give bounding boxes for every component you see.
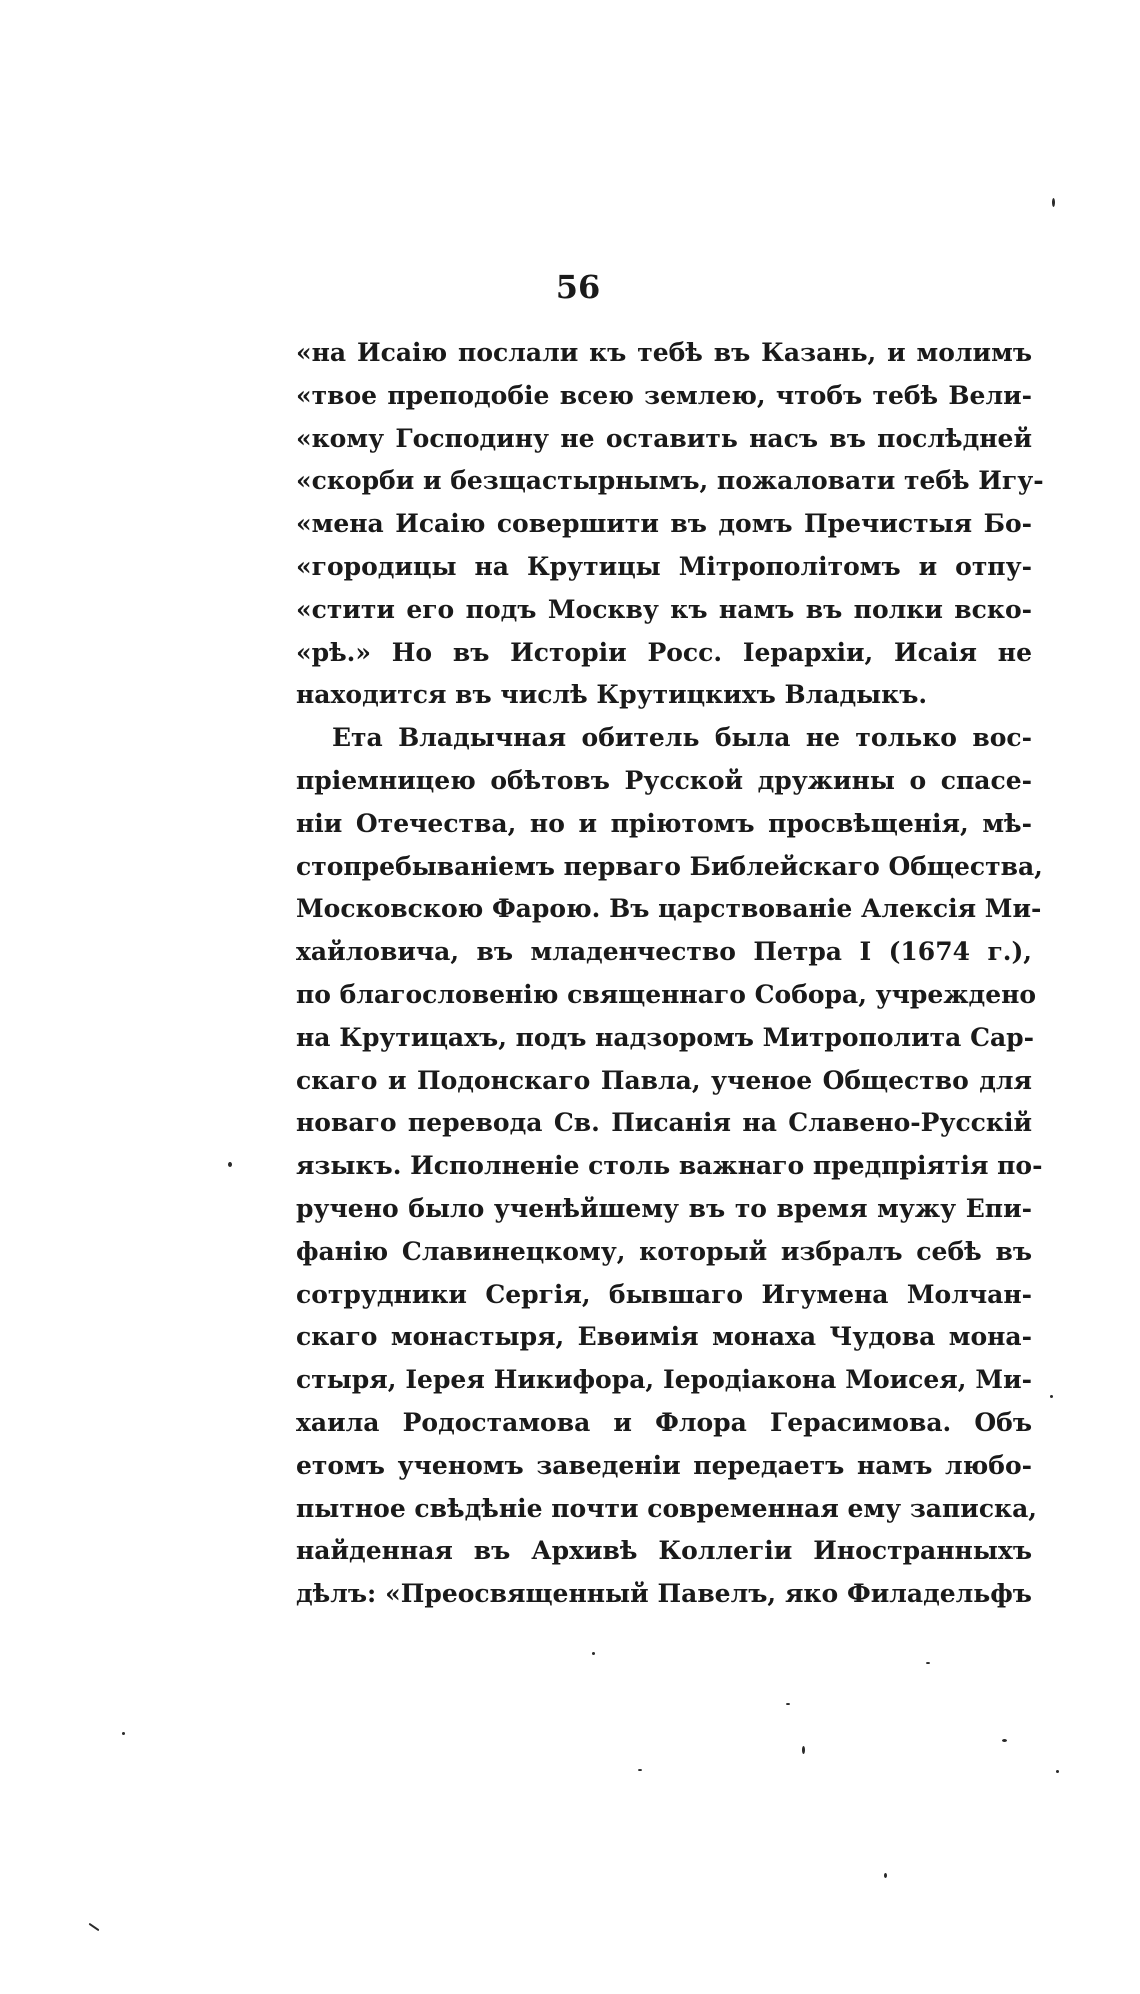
scan-speck	[1056, 1770, 1059, 1773]
scan-speck	[89, 1923, 100, 1932]
text-line: Ета Владычная обитель была не только вос-	[332, 723, 1032, 753]
scan-speck	[884, 1873, 887, 1878]
text-line: на Крутицахъ, подъ надзоромъ Митрополита Сар-	[296, 1022, 1035, 1052]
text-line: пріемницею обѣтовъ Русской дружины о спасе-	[296, 765, 1032, 795]
scan-speck	[1050, 1395, 1053, 1398]
scan-speck	[926, 1662, 930, 1664]
text-line: скаго и Подонскаго Павла, ученое Общество для	[296, 1065, 1032, 1095]
text-line: дѣлъ: «Преосвященный Павелъ, яко Филадельфъ	[296, 1579, 1032, 1609]
scan-speck	[228, 1162, 232, 1167]
text-line: сотрудники Сергія, бывшаго Игумена Молчан-	[296, 1279, 1032, 1309]
body-text	[296, 332, 1044, 1616]
scan-speck	[1052, 198, 1055, 207]
text-line: «кому Господину не оставить насъ въ послѣдней	[296, 423, 1032, 453]
text-line: новаго перевода Св. Писанія на Славено-Русскій	[296, 1108, 1032, 1138]
scan-speck	[1002, 1739, 1007, 1742]
paragraph-2	[296, 717, 1043, 1616]
scan-speck	[638, 1769, 642, 1771]
scan-speck	[592, 1652, 595, 1655]
text-line: «рѣ.» Но въ Исторіи Росс. Іерархіи, Исаія не	[296, 637, 1032, 667]
scan-speck	[802, 1746, 805, 1754]
text-line: «скорби и безщастырнымъ, пожаловати тебѣ Игу-	[296, 466, 1044, 496]
paragraph-1	[296, 332, 1044, 717]
text-line: скаго монастыря, Евѳимія монаха Чудова мона-	[296, 1322, 1032, 1352]
text-line: етомъ ученомъ заведеніи передаетъ намъ любо-	[296, 1450, 1032, 1480]
text-line: пытное свѣдѣніе почти современная ему записка,	[296, 1493, 1038, 1523]
text-line: ніи Отечества, но и пріютомъ просвѣщенія, мѣ-	[296, 808, 1032, 838]
text-line: стыря, Іерея Никифора, Іеродіакона Моисея, Ми-	[296, 1365, 1032, 1395]
text-line: языкъ. Исполненіе столь важнаго предпріятія по-	[296, 1151, 1043, 1181]
text-line: находится въ числѣ Крутицкихъ Владыкъ.	[296, 680, 928, 710]
scan-speck	[786, 1703, 790, 1705]
text-line: хайловича, въ младенчество Петра I (1674 г.),	[296, 937, 1032, 967]
text-line: «твое преподобіе всею землею, чтобъ тебѣ Вели-	[296, 380, 1032, 410]
text-line: ручено было ученѣйшему въ то время мужу Епи-	[296, 1193, 1032, 1223]
text-line: найденная въ Архивѣ Коллегіи Иностранныхъ	[296, 1536, 1032, 1566]
text-line: «стити его подъ Москву къ намъ въ полки вско-	[296, 594, 1032, 624]
text-line: «на Исаію послали къ тебѣ въ Казань, и молимъ	[296, 338, 1032, 367]
text-line: по благословенію священнаго Собора, учреждено	[296, 979, 1037, 1009]
text-line: стопребываніемъ перваго Библейскаго Общества,	[296, 851, 1043, 881]
text-line: хаила Родостамова и Флора Герасимова. Объ	[296, 1407, 1032, 1437]
text-line: фанію Славинецкому, который избралъ себѣ въ	[296, 1236, 1032, 1266]
page-number: 56	[555, 268, 601, 306]
text-line: Московскою Фарою. Въ царствованіе Алексія Ми-	[296, 894, 1042, 924]
scan-speck	[122, 1732, 125, 1735]
text-line: «мена Исаію совершити въ домъ Пречистыя Бо-	[296, 509, 1032, 539]
text-line: «городицы на Крутицы Мітрополітомъ и отпу-	[296, 551, 1032, 581]
